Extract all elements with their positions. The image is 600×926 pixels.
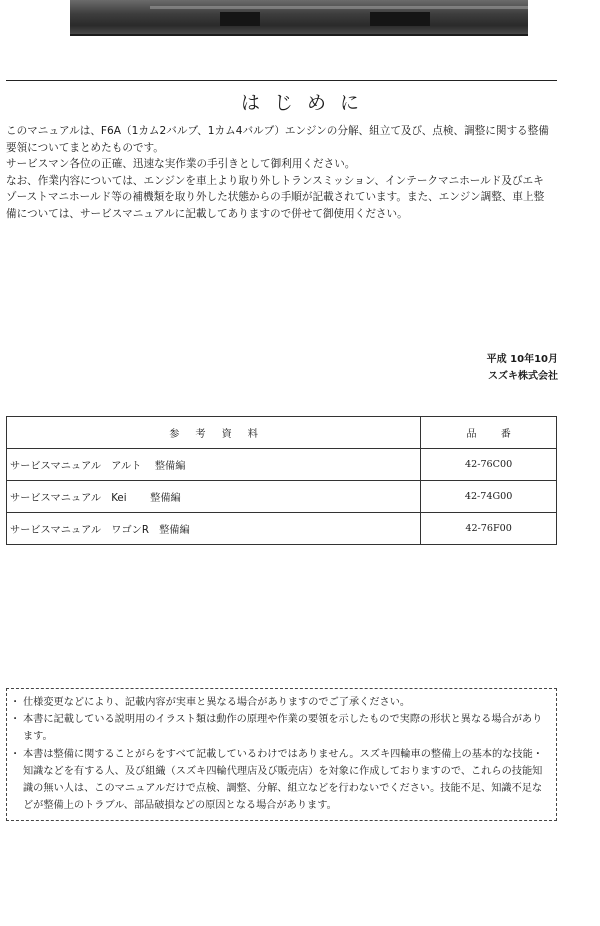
notice-item: ・ 本書に記載している説明用のイラスト類は動作の原理や作業の要領を示したもので実際の形状と異なる場合があります。 [13,711,548,745]
reference-name: サービスマニュアル ワゴンR 整備編 [7,513,421,545]
reference-name: サービスマニュアル Kei 整備編 [7,481,421,513]
binder-shadow [370,12,430,26]
table-header-row [7,417,557,449]
intro-line: サービスマン各位の正確、迅速な実作業の手引きとして御利用ください。 [6,158,356,171]
binder-clip [70,0,528,36]
intro-line: なお、作業内容については、エンジンを車上より取り外しトランスミッション、インテークマニホールド及びエキ [6,174,544,187]
notice-box [6,688,557,821]
page-title: はじめに [240,92,373,114]
reference-part-number: 42-76C00 [421,449,557,481]
reference-table [6,416,557,545]
notice-item: ・ 仕様変更などにより、記載内容が実車と異なる場合がありますのでご了承ください。 [13,694,548,711]
binder-highlight [150,6,570,9]
intro-text [6,123,566,223]
header-reference-material: 参考資料 [7,417,421,449]
reference-name: サービスマニュアル アルト 整備編 [7,449,421,481]
intro-line: 要領についてまとめたものです。 [6,141,164,154]
reference-part-number: 42-74G00 [421,481,557,513]
header-part-number: 品番 [421,417,557,449]
header-rule [6,80,557,81]
intro-line: ゾーストマニホールド等の補機類を取り外した状態からの手順が記載されています。また、エンジン調整、車上整 [6,191,545,204]
publication-date: 平成 10年10月 [486,354,558,365]
intro-line: 備については、サービスマニュアルに記載してありますので併せて御使用ください。 [6,207,408,220]
intro-line: このマニュアルは、F6A（1カム2バルブ、1カム4バルブ）エンジンの分解、組立て及び、点検、調整に関する整備 [6,125,549,137]
table-row [7,449,557,481]
notice-item: ・ 本書は整備に関することがらをすべて記載しているわけではありません。スズキ四輪車の整備上の基本的な技能・知識などを有する人、及び組織（スズキ四輪代理店及び販売店）を対象に作成しておりますので、これらの技能知識の無い人は、このマニュアルだけで点検、調整、分解、組立などを行わないでください。技能不足、知識不足などが整備上のトラブル、部品破損などの原因となる場合があります。 [13,746,548,815]
binder-shadow [220,12,260,26]
table-row [7,513,557,545]
publisher-name: スズキ株式会社 [488,371,558,382]
reference-part-number: 42-76F00 [421,513,557,545]
table-row [7,481,557,513]
publication-info [487,351,558,385]
